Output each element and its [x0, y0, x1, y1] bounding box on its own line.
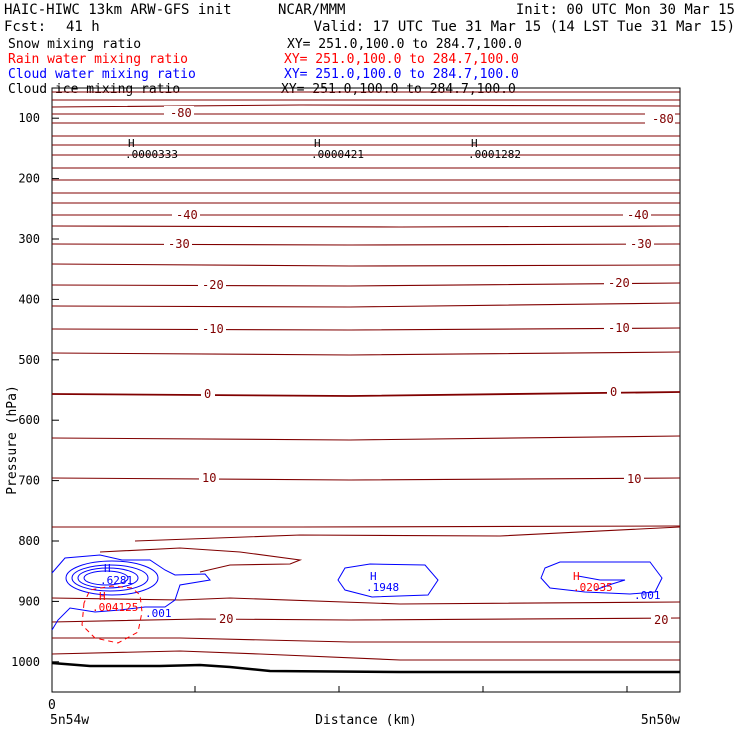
temp-label-zero: 0: [204, 387, 212, 401]
x-left-location: 5n54w: [50, 713, 90, 728]
ground-line: [52, 663, 680, 672]
y-tick-label: 600: [18, 413, 40, 428]
y-tick-label: 1000: [11, 654, 40, 669]
temp-contour-line: [52, 328, 680, 330]
legend-rain-xy: XY= 251.0,100.0 to 284.7,100.0: [284, 52, 519, 67]
x-right-location: 5n50w: [640, 713, 680, 728]
legend-snow: Snow mixing ratio: [8, 37, 142, 52]
valid-time: Valid: 17 UTC Tue 31 Mar 15 (14 LST Tue 31 Mar 15): [313, 19, 735, 35]
max-marker: H: [314, 137, 321, 150]
upper-maxima: [125, 137, 521, 161]
temp-label-minus30-right: -30: [630, 237, 652, 251]
temp-label-minus10-right: -10: [608, 321, 630, 335]
temperature-contours: [52, 92, 680, 660]
max-marker: H: [370, 570, 377, 583]
temp-contour-line: [52, 105, 680, 107]
temp-contour-zero: [52, 392, 680, 396]
temp-label-zero-right: 0: [610, 385, 618, 399]
temp-contour-line: [52, 651, 680, 660]
temp-contour-line: [135, 527, 680, 541]
y-tick-label: 700: [18, 473, 40, 488]
temp-contour-line: [52, 226, 680, 227]
temp-contour-line: [52, 638, 680, 642]
temp-contour-line: [52, 283, 680, 286]
y-tick-label: 100: [18, 111, 40, 126]
max-marker: H: [99, 590, 106, 603]
legend-cloud-ice: Cloud ice mixing ratio: [8, 82, 181, 97]
y-tick-label: 800: [18, 534, 40, 548]
temp-contour-line: [52, 244, 680, 245]
y-tick-label: 500: [18, 352, 40, 367]
legend-cloud-water-xy: XY= 251.0,100.0 to 284.7,100.0: [284, 67, 519, 82]
lower-maxima: [92, 562, 661, 620]
init-time: Init: 00 UTC Mon 30 Mar 15: [515, 2, 735, 18]
temp-label-10: 10: [202, 471, 217, 485]
temp-contour-line: [52, 598, 680, 604]
temp-label-minus80-right: -80: [652, 112, 674, 126]
legend-rain: Rain water mixing ratio: [8, 52, 189, 67]
temp-contour-line: [52, 352, 680, 355]
temp-label-minus20-right: -20: [608, 276, 630, 290]
max-value: .0000333: [125, 148, 178, 161]
temp-label-minus10: -10: [202, 322, 224, 336]
temp-contour-line: [52, 264, 680, 266]
plot-frame: [52, 88, 680, 692]
temp-label-minus20: -20: [202, 278, 224, 292]
header: [4, 2, 735, 35]
temp-label-minus40-right: -40: [627, 208, 649, 222]
max-marker: H: [128, 137, 135, 150]
max-marker: H: [573, 570, 580, 583]
temp-label-minus30: -30: [168, 237, 190, 251]
temp-contour-line: [52, 436, 680, 440]
y-tick-label: 300: [18, 232, 40, 246]
contour-value: .001: [145, 607, 172, 620]
max-marker: H: [471, 137, 478, 150]
max-value: .004125: [92, 601, 139, 614]
y-tick-label: 900: [18, 594, 40, 609]
model-title: HAIC-HIWC 13km ARW-GFS init: [4, 2, 232, 18]
max-value: .02035: [573, 581, 613, 594]
temp-labels: [164, 106, 675, 627]
temp-label-minus80: -80: [170, 106, 192, 120]
temp-label-20-right: 20: [654, 613, 669, 627]
fcst-value: 41 h: [66, 19, 100, 35]
max-value: .1948: [366, 581, 400, 594]
max-value: .0000421: [311, 148, 364, 161]
temp-contour-line: [52, 478, 680, 480]
legend-cloud-ice-xy: XY= 251.0,100.0 to 284.7,100.0: [281, 82, 516, 97]
y-tick-label: 200: [18, 171, 40, 186]
x-tick-label-0: 0: [48, 698, 56, 713]
temp-contour-line: [52, 526, 680, 527]
legend-cloud-water: Cloud water mixing ratio: [8, 67, 196, 82]
temp-contour-line: [52, 303, 680, 307]
max-value: .6281: [100, 574, 134, 587]
org-label: NCAR/MMM: [278, 2, 346, 18]
fcst-label: Fcst:: [4, 19, 47, 35]
x-axis-title: Distance (km): [315, 713, 417, 728]
temp-label-minus40: -40: [176, 208, 198, 222]
temp-label-10-right: 10: [627, 472, 642, 486]
y-tick-label: 400: [18, 292, 40, 307]
max-value: .0001282: [468, 148, 521, 161]
temp-label-20: 20: [219, 612, 234, 626]
y-axis-title: Pressure (hPa): [5, 385, 20, 495]
x-axis-ticks: [195, 686, 627, 692]
max-marker: H: [104, 562, 111, 575]
contour-value: .001: [634, 589, 661, 602]
legend-snow-xy: XY= 251.0,100.0 to 284.7,100.0: [287, 37, 522, 52]
